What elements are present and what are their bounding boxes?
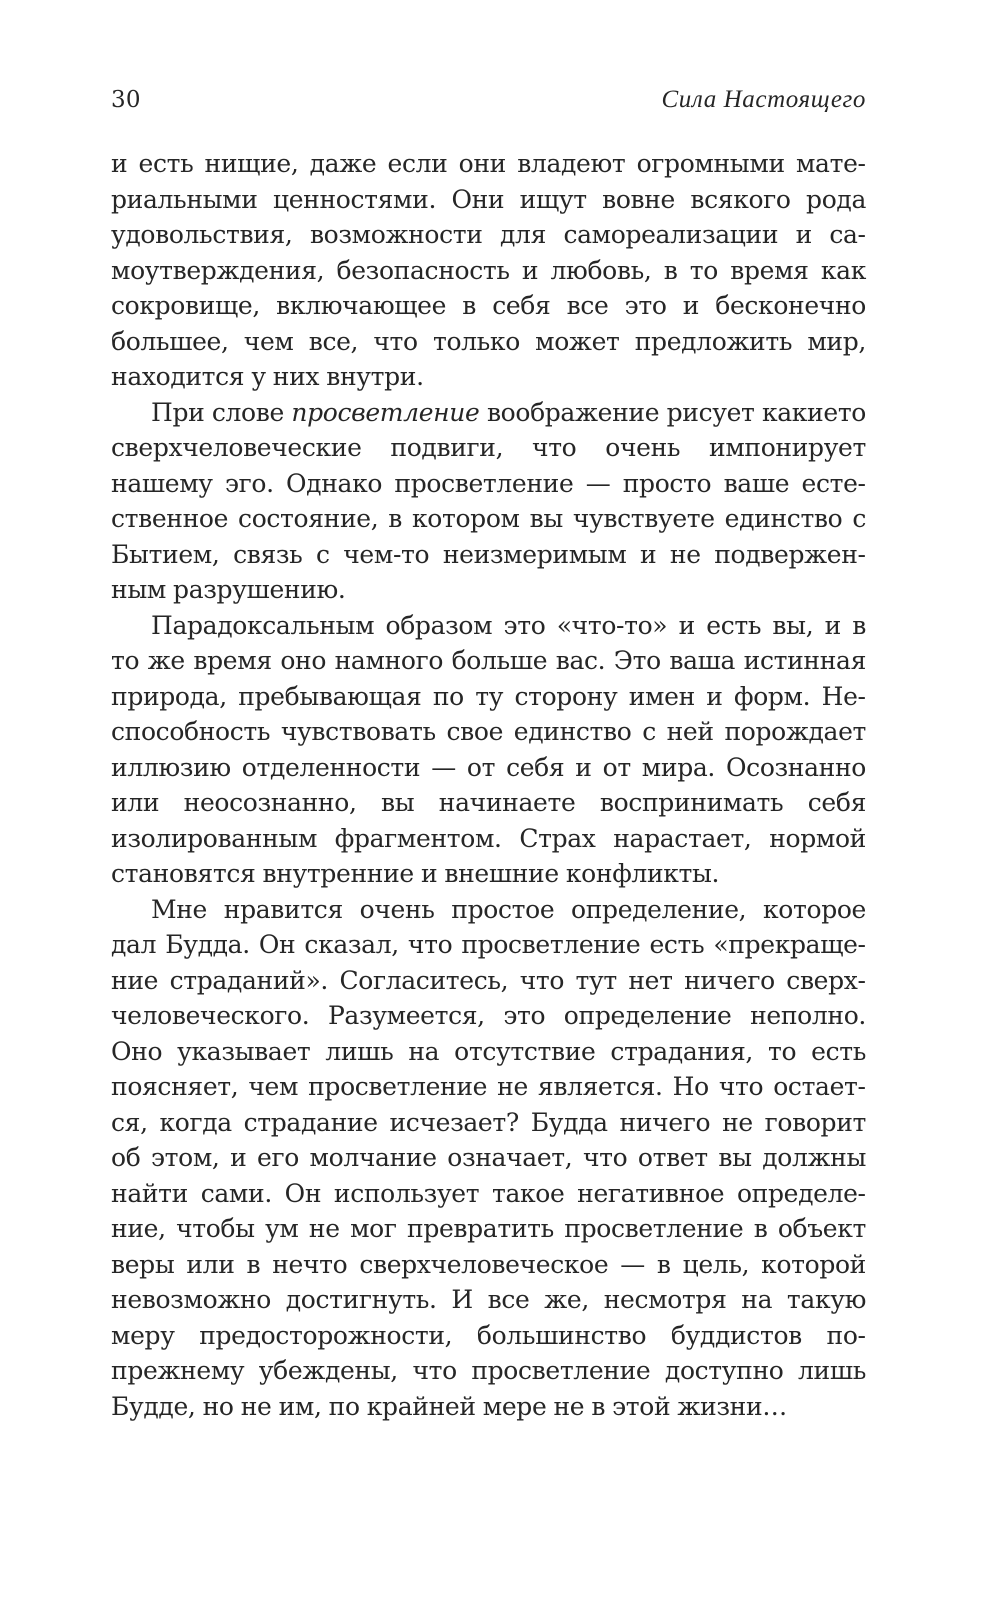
- running-head: [111, 86, 866, 126]
- running-title: Сила Настоящего: [661, 86, 866, 113]
- paragraph-2-rest: воображение рисует какието сверхчеловеческие подвиги, что очень импонирует нашему эго. Однако просветление — просто ваше естественное состояние, в котором вы чувствуете единство с Бытием, связь с чем-то неизмеримым и не подверженным разрушению.: [111, 397, 866, 604]
- paragraph-4: Мне нравится очень простое определение, которое дал Будда. Он сказал, что просветление есть «прекращение страданий». Согласитесь, что тут нет ничего сверхчеловеческого. Разумеется, это определение неполно. Оно указывает лишь на отсутствие страдания, то есть поясняет, чем просветление не является. Но что остается, когда страдание исчезает? Будда ничего не говорит об этом, и его молчание означает, что ответ вы должны найти сами. Он использует такое негативное определение, чтобы ум не мог превратить просветление в объект веры или в нечто сверхчеловеческое — в цель, которой невозможно достигнуть. И все же, несмотря на такую меру предосторожности, большинство буддистов попрежнему убеждены, что просветление доступно лишь Будде, но не им, по крайней мере не в этой жизни…: [111, 894, 866, 1421]
- page-number: 30: [111, 87, 141, 113]
- paragraph-3: Парадоксальным образом это «что-то» и есть вы, и в то же время оно намного больше вас. Это ваша истинная природа, пребывающая по ту сторону имен и форм. Неспособность чувствовать свое единство с ней порождает иллюзию отделенности — от себя и от мира. Осознанно или неосознанно, вы начинаете воспринимать себя изолированным фрагментом. Страх нарастает, нормой становятся внутренние и внешние конфликты.: [111, 610, 866, 888]
- paragraph-2: [111, 395, 866, 608]
- body-text: [111, 146, 866, 1424]
- paragraph-2-lead: При слове: [151, 397, 292, 427]
- paragraph-1: и есть нищие, даже если они владеют огромными материальными ценностями. Они ищут вовне всякого рода удовольствия, возможности для самореализации и самоутверждения, безопасность и любовь, в то время как сокровище, включающее в себя все это и бесконечно большее, чем все, что только может предложить мир, находится у них внутри.: [111, 149, 866, 391]
- emphasized-term: просветление: [291, 397, 480, 427]
